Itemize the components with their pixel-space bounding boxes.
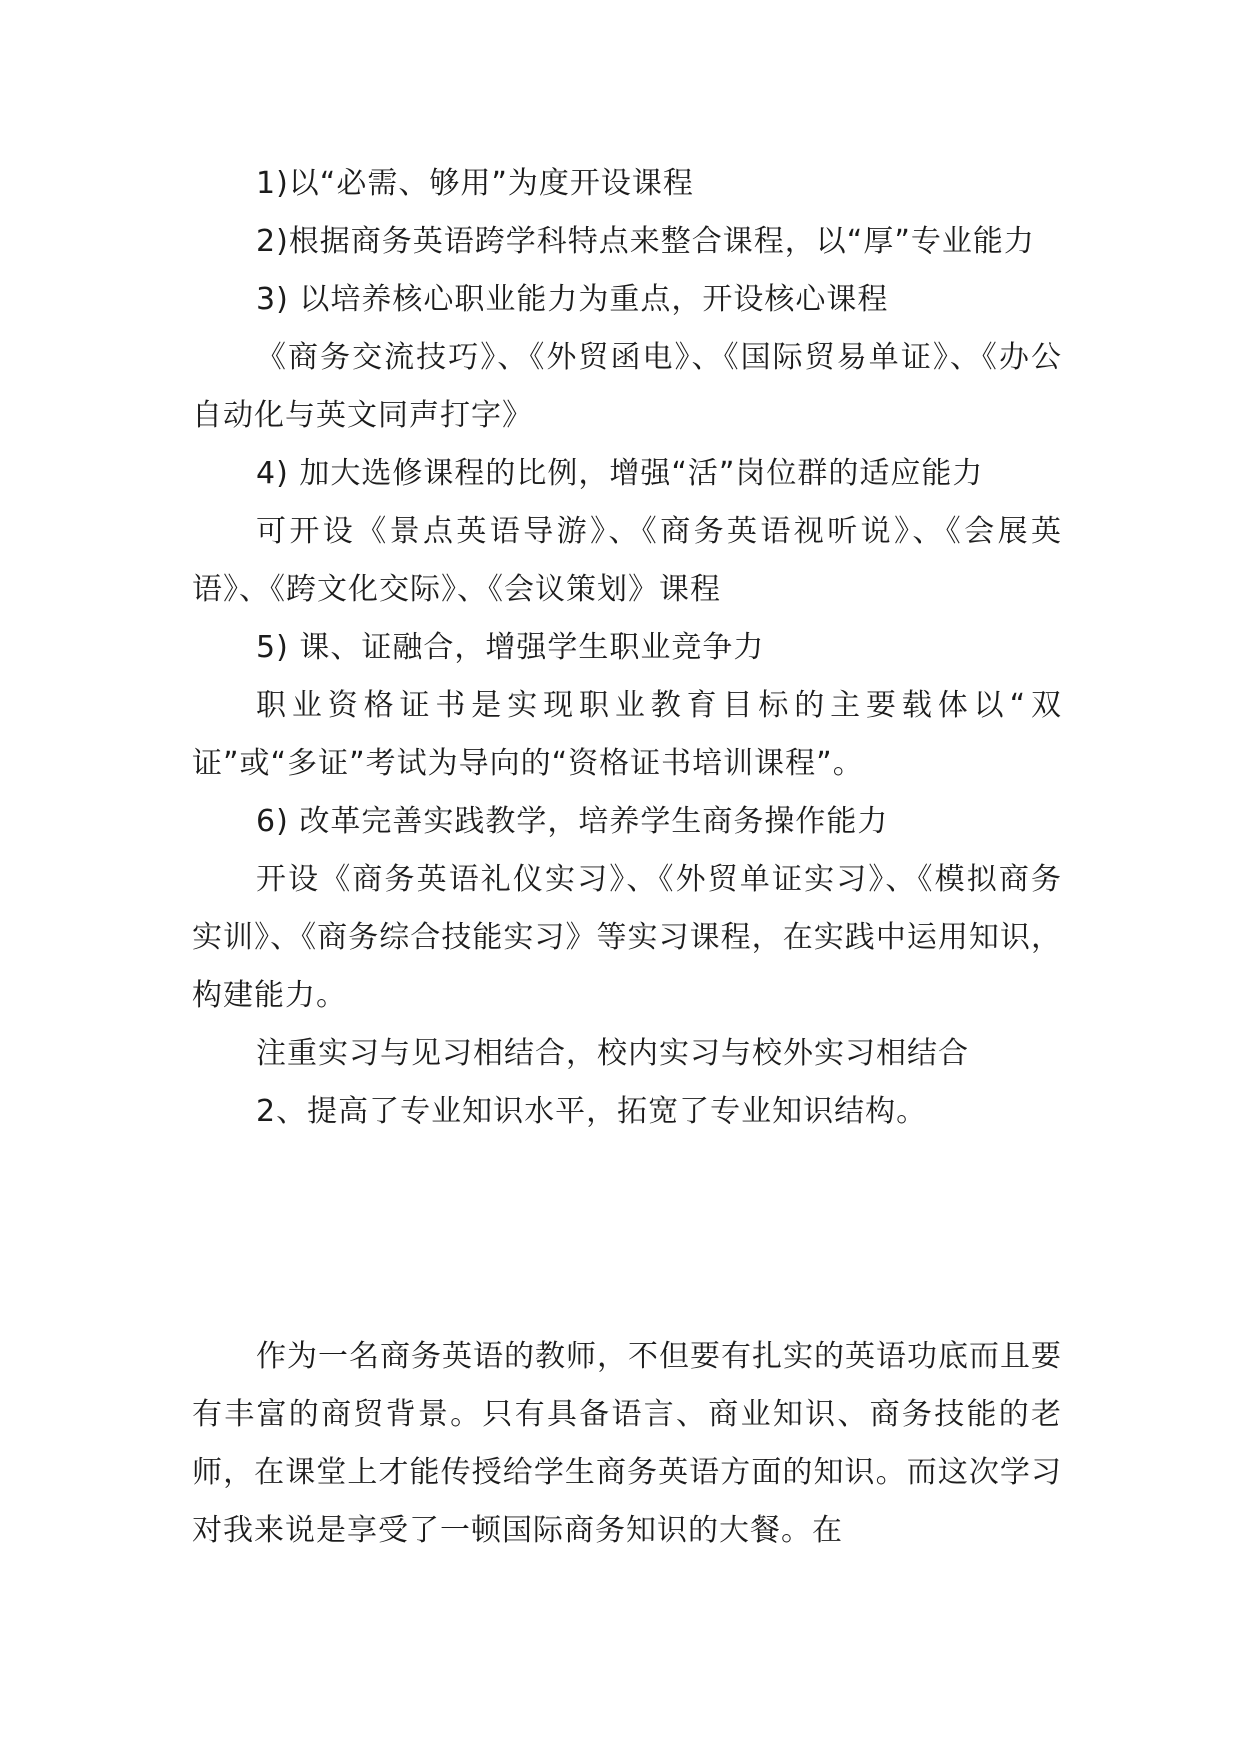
paragraph-3: 3) 以培养核心职业能力为重点，开设核心课程 [256, 282, 889, 317]
paragraph-2: 2)根据商务英语跨学科特点来整合课程，以“厚”专业能力 [256, 224, 1035, 259]
paragraph-11: 注重实习与见习相结合，校内实习与校外实习相结合 [256, 1036, 969, 1071]
paragraph-4: 《商务交流技巧》、《外贸函电》、《国际贸易单证》、《办公自动化与英文同声打字》 [192, 340, 1062, 433]
paragraph-13: 作为一名商务英语的教师，不但要有扎实的英语功底而且要有丰富的商贸背景。只有具备语言、商业知识、商务技能的老师，在课堂上才能传授给学生商务英语方面的知识。而这次学习对我来说是享受了一顿国际商务知识的大餐。在 [192, 1339, 1062, 1548]
paragraph-8: 职业资格证书是实现职业教育目标的主要载体以“双证”或“多证”考试为导向的“资格证书培训课程”。 [192, 688, 1062, 781]
paragraph-5: 4) 加大选修课程的比例，增强“活”岗位群的适应能力 [256, 456, 984, 491]
paragraph-10: 开设《商务英语礼仪实习》、《外贸单证实习》、《模拟商务实训》、《商务综合技能实习》等实习课程，在实践中运用知识，构建能力。 [192, 862, 1062, 1013]
paragraph-7: 5) 课、证融合，增强学生职业竞争力 [256, 630, 765, 665]
document-body-bottom [192, 1328, 1062, 1560]
paragraph-9: 6) 改革完善实践教学，培养学生商务操作能力 [256, 804, 889, 839]
paragraph-12: 2、提高了专业知识水平，拓宽了专业知识结构。 [256, 1094, 928, 1129]
paragraph-6: 可开设《景点英语导游》、《商务英语视听说》、《会展英语》、《跨文化交际》、《会议策划》课程 [192, 514, 1062, 607]
document-body-top [192, 155, 1062, 1141]
paragraph-1: 1)以“必需、够用”为度开设课程 [256, 166, 694, 201]
